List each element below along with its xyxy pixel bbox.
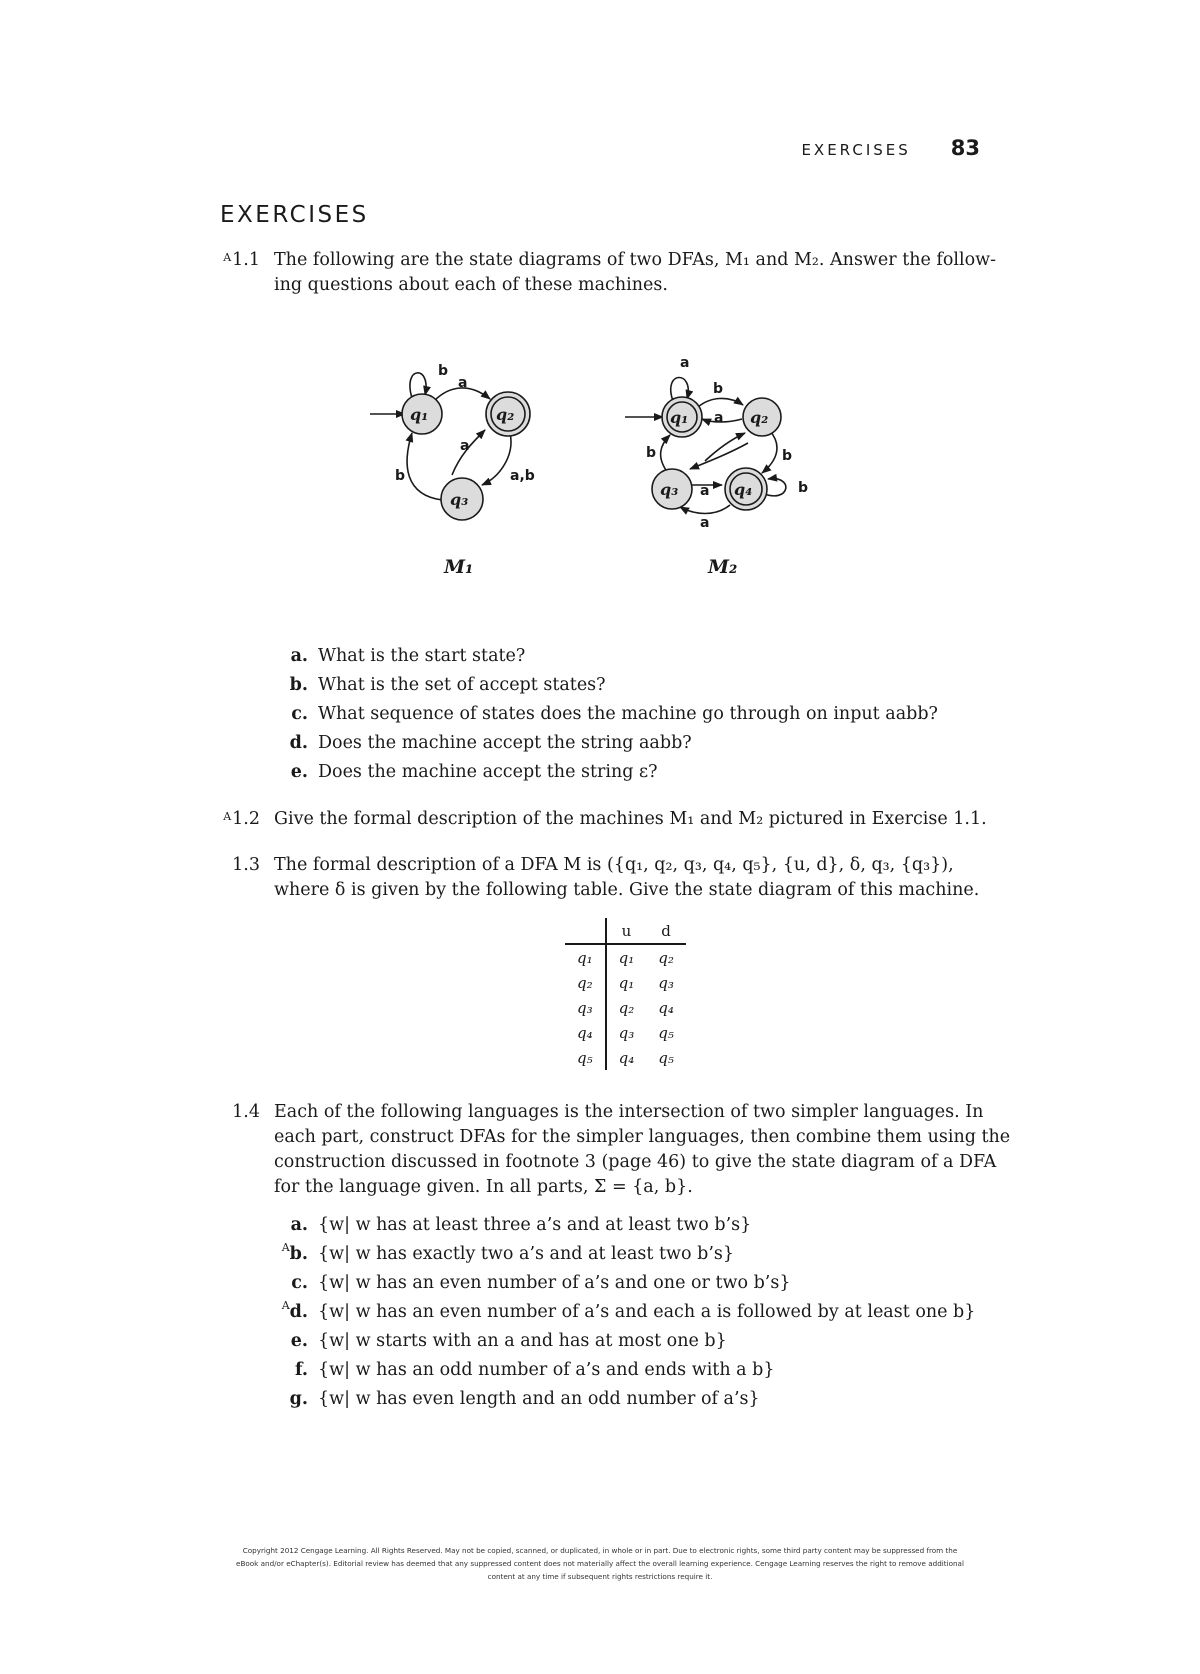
marker: A [223, 810, 232, 823]
list-item: $^A$b. {w| w has exactly two a’s and at least two b’s} [281, 1241, 735, 1264]
footer-line: Copyright 2012 Cengage Learning. All Rights Reserved. May not be copied, scanned, or duplicated, in whole or in part. Due to electronic rights, some third party content may be suppressed from the [242, 1546, 958, 1555]
copyright-footer [140, 1544, 1060, 1583]
list-item: c. What sequence of states does the machine go through on input aabb? [291, 704, 938, 724]
row-state: q₄ [565, 1020, 606, 1045]
edge-label: a [680, 355, 690, 371]
exercise-text-line: Each of the following languages is the intersection of two simpler languages. In [274, 1102, 984, 1122]
edge-q3-q1 [407, 433, 442, 500]
exercise-1-4-items [268, 1215, 1028, 1418]
table-cell: q₄ [618, 1048, 635, 1067]
edge-label: b [395, 468, 406, 484]
state-q1-accept [662, 397, 702, 437]
edge-label: a [460, 438, 470, 454]
machine-label-m2: M₂ [708, 556, 738, 578]
list-item: g. {w| w has even length and an odd number of a’s} [289, 1389, 760, 1409]
edge-label: a [700, 483, 710, 499]
svg-text:q₂: q₂ [496, 405, 515, 424]
edge-q1-q2 [698, 398, 743, 407]
column-header: u [606, 918, 647, 944]
machine-m1 [370, 363, 535, 578]
edge-q4-q3 [680, 505, 730, 514]
edge-q2-q4 [762, 431, 777, 473]
exercise-1-2 [0, 807, 1200, 837]
list-item: b. What is the set of accept states? [289, 675, 606, 695]
svg-text:q₁: q₁ [670, 408, 689, 427]
row-state: q₂ [565, 970, 606, 995]
table-row [565, 1045, 686, 1070]
table-cell: q₂ [618, 998, 635, 1017]
list-item: e. Does the machine accept the string ε? [290, 762, 658, 782]
edge-label: a [714, 410, 724, 426]
edge-label: b [438, 363, 449, 379]
running-head [780, 136, 980, 160]
exercise-1-1 [0, 248, 1200, 308]
row-state: q₃ [565, 995, 606, 1020]
exercise-text-line: construction discussed in footnote 3 (page 46) to give the state diagram of a DFA [274, 1152, 997, 1172]
list-item: e. {w| w starts with an a and has at most one b} [290, 1331, 727, 1351]
list-item: a. What is the start state? [290, 646, 526, 666]
machine-label-m1: M₁ [444, 556, 474, 578]
exercise-text-line: ing questions about each of these machines. [274, 275, 668, 295]
edge-q2-q3 [482, 433, 511, 485]
edge-diag-2 [690, 443, 748, 469]
svg-text:q₄: q₄ [734, 480, 753, 499]
table-cell: q₄ [658, 998, 674, 1017]
state-q2-accept [486, 392, 530, 436]
column-header: d [646, 918, 686, 944]
table-cell: q₅ [658, 1048, 674, 1067]
table-cell: q₃ [618, 1023, 635, 1042]
edge-label: a,b [510, 468, 535, 484]
transition-table [565, 918, 686, 1070]
svg-text:q₂: q₂ [750, 408, 769, 427]
edge-label: b [798, 480, 809, 496]
exercise-text-line: for the language given. In all parts, Σ = {a, b}. [274, 1177, 693, 1197]
exercise-1-1-items [268, 646, 1028, 791]
exercise-number: 1.4 [232, 1102, 260, 1122]
table-row [565, 995, 686, 1020]
table-cell: q₃ [658, 973, 674, 992]
exercise-text-line: The formal description of a DFA M is ({q₁, q₂, q₃, q₄, q₅}, {u, d}, δ, q₃, {q₃}), [274, 855, 954, 875]
list-item: f. {w| w has an odd number of a’s and ends with a b} [295, 1360, 775, 1380]
svg-text:q₃: q₃ [660, 480, 679, 499]
dfa-figure [350, 355, 850, 595]
running-head-label: EXERCISES [801, 141, 911, 159]
exercise-text-line: where δ is given by the following table. Give the state diagram of this machine. [274, 880, 980, 900]
row-state: q₁ [565, 944, 606, 970]
table-row [565, 944, 686, 970]
exercise-text-line: each part, construct DFAs for the simpler languages, then combine them using the [274, 1127, 1011, 1147]
row-state: q₅ [565, 1045, 606, 1070]
table-row [565, 970, 686, 995]
footer-line: content at any time if subsequent rights restrictions require it. [487, 1572, 713, 1581]
table-cell: q₅ [658, 1023, 674, 1042]
exercise-1-3 [0, 853, 1200, 913]
edge-q1-q3 [661, 435, 670, 473]
exercise-1-4 [0, 1100, 1200, 1210]
list-item: a. {w| w has at least three a’s and at least two b’s} [290, 1215, 752, 1235]
state-q4-accept [725, 468, 767, 510]
edge-label: b [646, 445, 657, 461]
table-cell: q₂ [658, 948, 674, 967]
state-q3 [441, 478, 483, 520]
state-q1 [402, 394, 442, 434]
table-header-row [565, 918, 686, 944]
edge-label: a [700, 515, 710, 531]
table-corner [565, 918, 606, 944]
section-title: EXERCISES [220, 202, 369, 228]
list-item: $^A$d. {w| w has an even number of a’s and each a is followed by at least one b} [281, 1299, 976, 1322]
page-number: 83 [950, 136, 980, 160]
edge-label: b [782, 448, 793, 464]
exercise-text: Give the formal description of the machines M₁ and M₂ pictured in Exercise 1.1. [274, 809, 987, 829]
list-item: c. {w| w has an even number of a’s and one or two b’s} [291, 1273, 791, 1293]
table-cell: q₁ [618, 973, 635, 992]
machine-m2 [625, 355, 808, 578]
list-item: d. Does the machine accept the string aabb? [289, 733, 692, 753]
table-cell: q₁ [618, 948, 635, 967]
svg-text:q₃: q₃ [450, 490, 469, 509]
footer-line: eBook and/or eChapter(s). Editorial review has deemed that any suppressed content does not materially affect the overall learning experience. Cengage Learning reserves the right to remove additional [236, 1559, 964, 1568]
table-row [565, 1020, 686, 1045]
state-q2 [743, 398, 781, 436]
exercise-text-line: The following are the state diagrams of two DFAs, M₁ and M₂. Answer the follow- [274, 250, 997, 270]
state-q3 [652, 469, 692, 509]
svg-text:q₁: q₁ [410, 405, 429, 424]
exercise-number: $^A$1.1 [223, 250, 260, 270]
marker: A [223, 251, 232, 264]
edge-label: a [458, 375, 468, 391]
exercise-number: 1.3 [232, 855, 260, 875]
edge-label: b [713, 381, 724, 397]
exercise-number: $^A$1.2 [223, 809, 260, 829]
